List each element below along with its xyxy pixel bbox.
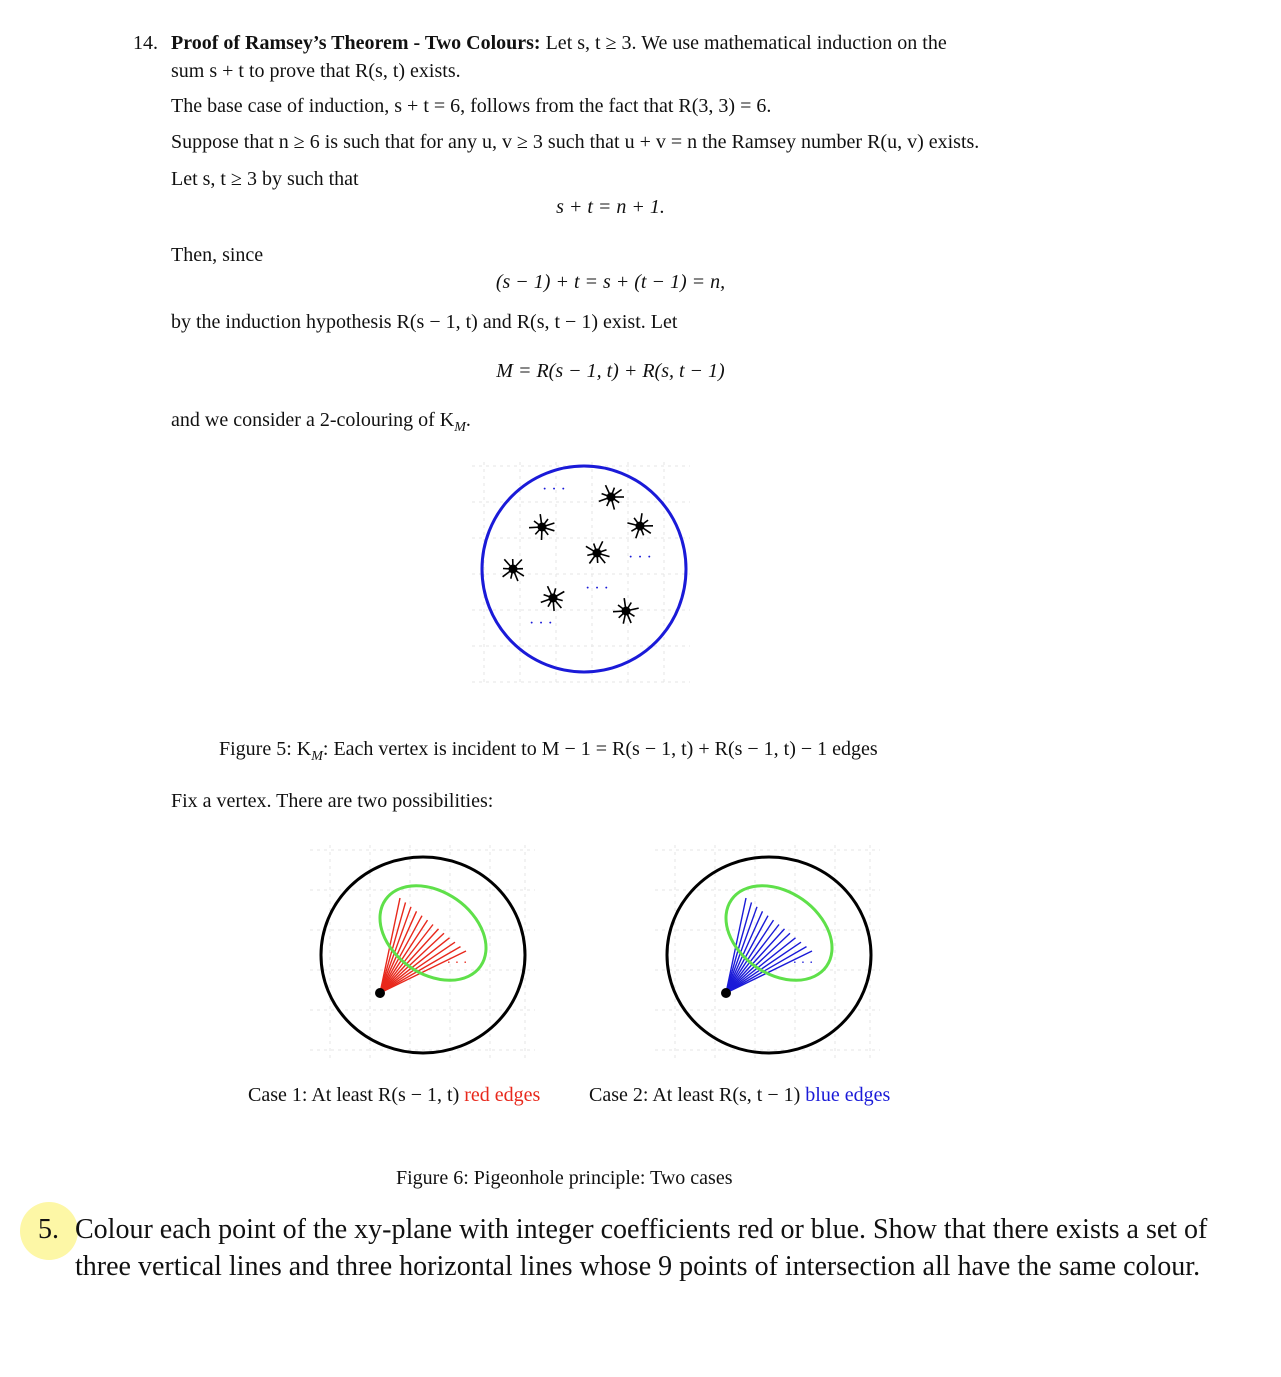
- fan-edge: [380, 933, 444, 993]
- equation-induction: (s − 1) + t = s + (t − 1) = n,: [495, 271, 726, 293]
- figure-5-ellipsis-2: · · ·: [628, 549, 652, 566]
- figure-6-grid-right: [655, 845, 880, 1060]
- figure-5-caption-text: : Each vertex is incident to M − 1 = R(s − 1, t) + R(s − 1, t) − 1 edges: [322, 738, 878, 760]
- problem-title: Proof of Ramsey’s Theorem - Two Colours:: [171, 32, 541, 54]
- figure-5-ellipsis-1: · · ·: [542, 481, 566, 498]
- case-1-caption: [248, 1083, 540, 1107]
- case-1-fixed-vertex: [375, 988, 385, 998]
- figure-5-ellipsis-4: · · ·: [529, 615, 553, 632]
- equation-m: M = R(s − 1, t) + R(s, t − 1): [496, 360, 725, 382]
- case-2-fixed-vertex: [721, 988, 731, 998]
- case-1-caption-text: Case 1: At least R(s − 1, t): [248, 1084, 465, 1106]
- fan-edge: [726, 933, 790, 993]
- problem-intro-1: Let s, t ≥ 3. We use mathematical induction on the: [540, 32, 947, 54]
- figure-6-caption: Figure 6: Pigeonhole principle: Two cases: [396, 1167, 733, 1189]
- induction-paragraph: by the induction hypothesis R(s − 1, t) and R(s, t − 1) exist. Let: [171, 311, 678, 333]
- colouring-subscript: M: [454, 420, 466, 435]
- let-paragraph: Let s, t ≥ 3 by such that: [171, 168, 359, 190]
- figure-5-ellipsis-3: · · ·: [585, 580, 609, 597]
- hypothesis-paragraph: Suppose that n ≥ 6 is such that for any u, v ≥ 3 such that u + v = n the Ramsey number R(u, v) exists.: [171, 131, 980, 153]
- problem-5-line-1: Colour each point of the xy-plane with integer coefficients red or blue. Show that there exists a set of: [75, 1214, 1208, 1245]
- case-2-ellipsis: · · ·: [792, 956, 814, 971]
- problem-5-number: 5.: [38, 1214, 59, 1245]
- fix-vertex-text: Fix a vertex. There are two possibilities:: [171, 790, 494, 812]
- case-2-caption-text: Case 2: At least R(s, t − 1): [589, 1084, 806, 1106]
- problem-intro-2: sum s + t to prove that R(s, t) exists.: [171, 60, 461, 82]
- problem-5-line-2: three vertical lines and three horizontal lines whose 9 points of intersection all have the same colour.: [75, 1251, 1201, 1282]
- case-2-blue-label: blue edges: [805, 1084, 891, 1106]
- case-2-caption: [589, 1083, 890, 1107]
- figure-5-caption-subscript: M: [311, 749, 323, 764]
- equation-sum: s + t = n + 1.: [556, 196, 665, 218]
- colouring-text: and we consider a 2-colouring of K: [171, 409, 455, 431]
- base-case-paragraph: The base case of induction, s + t = 6, follows from the fact that R(3, 3) = 6.: [171, 95, 772, 117]
- problem-number: 14.: [133, 32, 158, 54]
- case-1-ellipsis: · · ·: [446, 956, 468, 971]
- case-1-red-label: red edges: [464, 1084, 541, 1106]
- figure-5-caption-label: Figure 5: K: [219, 738, 312, 760]
- colouring-period: .: [465, 409, 471, 431]
- then-since-text: Then, since: [171, 244, 264, 266]
